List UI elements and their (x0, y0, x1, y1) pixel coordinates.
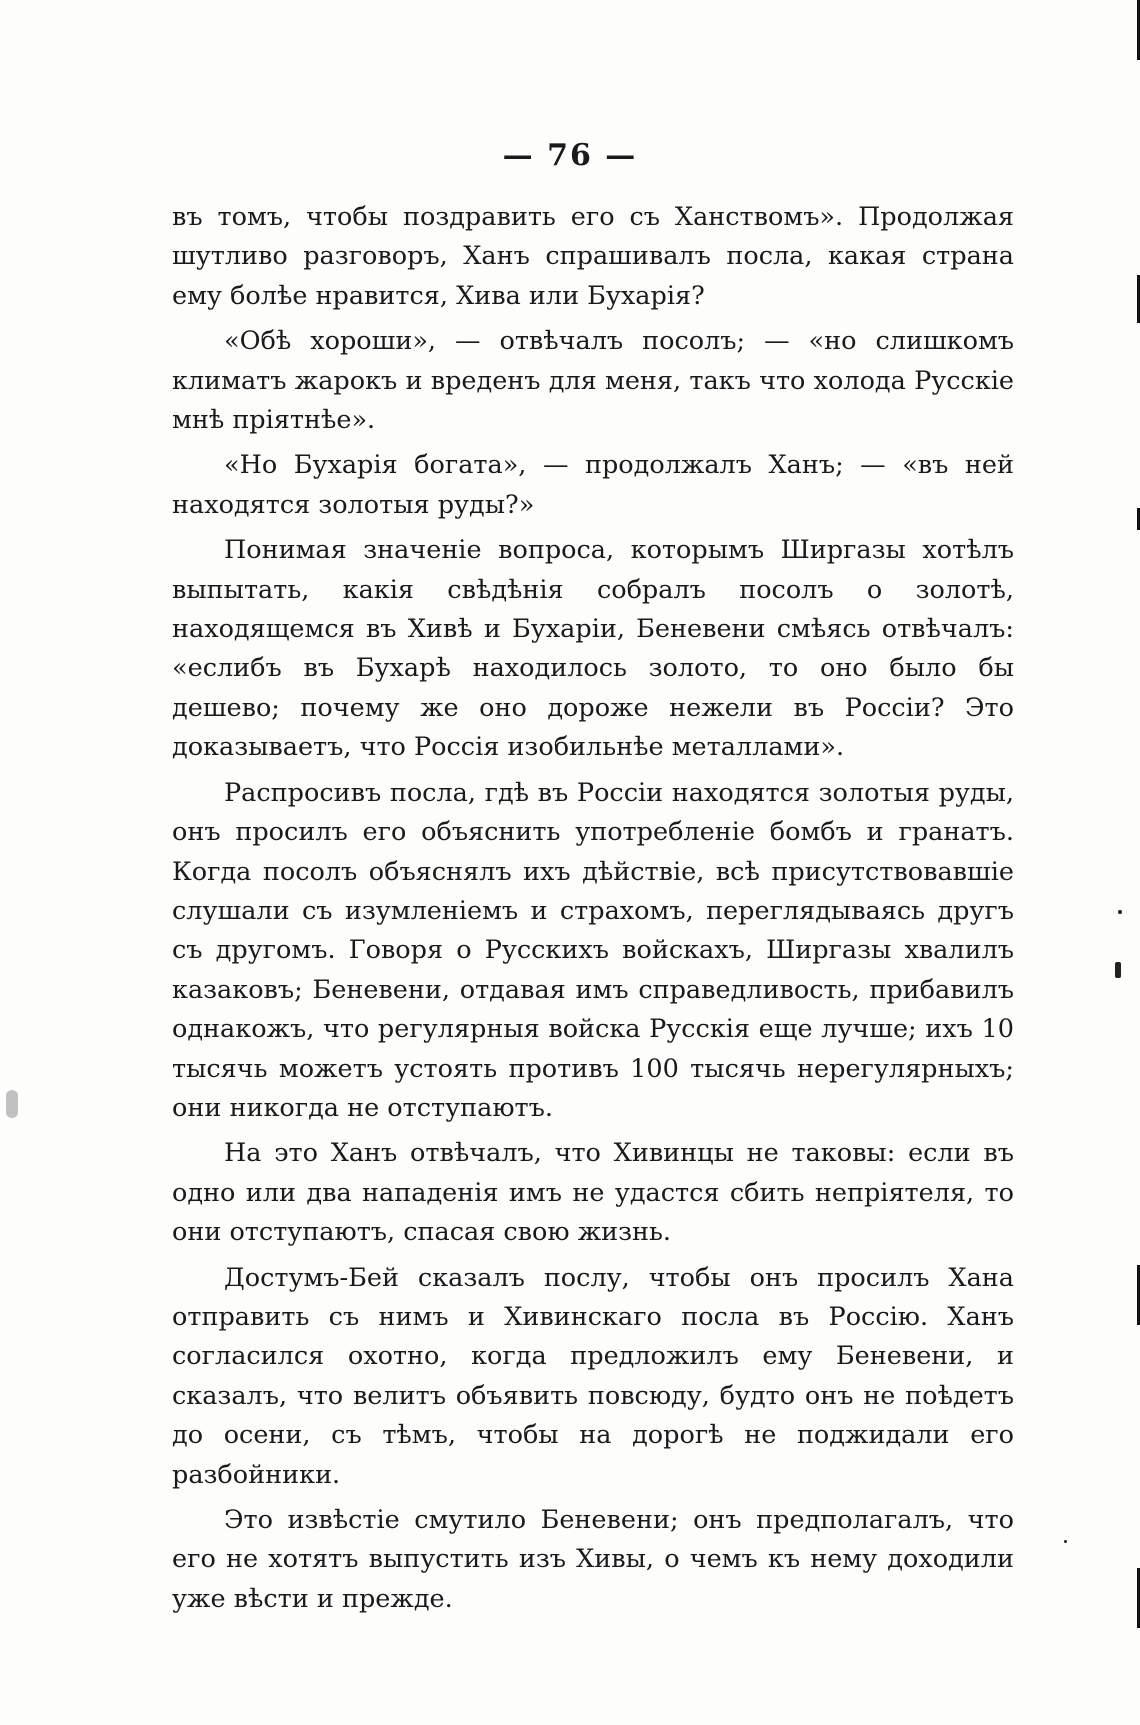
paragraph-6: На это Ханъ отвѣчалъ, что Хивинцы не таковы: если въ одно или два нападенія имъ не удастся сбить непріятеля, то они отступаютъ, спасая свою жизнь. (172, 1138, 1014, 1248)
scan-speck (1115, 962, 1121, 978)
body-text (172, 198, 1014, 1619)
paragraph-2: «Обѣ хороши», — отвѣчалъ посолъ; — «но слишкомъ климатъ жарокъ и вреденъ для меня, такъ что холода Русскіе мнѣ пріятнѣе». (172, 326, 1014, 436)
paragraph-5: Распросивъ посла, гдѣ въ Россіи находятся золотыя руды, онъ просилъ его объяснить употребленіе бомбъ и гранатъ. Когда посолъ объяснялъ ихъ дѣйствіе, всѣ присутствовавшіе слушали съ изумленіемъ и страхомъ, переглядываясь другъ съ другомъ. Говоря о Русскихъ войскахъ, Ширгазы хвалилъ казаковъ; Беневени, отдавая имъ справедливость, прибавилъ однакожъ, что регулярныя войска Русскія еще лучше; ихъ 10 тысячь можетъ устоять противъ 100 тысячь нерегулярныхъ; они никогда не отступаютъ. (172, 777, 1014, 1123)
page-number: — 76 — (502, 138, 638, 173)
scan-speck (1064, 1540, 1067, 1543)
scan-smudge (6, 1090, 18, 1118)
paragraph-7: Достумъ-Бей сказалъ послу, чтобы онъ просилъ Хана отправить съ нимъ и Хивинскаго посла въ Россію. Ханъ согласился охотно, когда предложилъ ему Беневени, и сказалъ, что велитъ объявить повсюду, будто онъ не поѣдетъ до осени, съ тѣмъ, чтобы на дорогѣ не поджидали его разбойники. (172, 1262, 1014, 1490)
scan-speck (1118, 910, 1122, 914)
paragraph-8: Это извѣстіе смутило Беневени; онъ предполагалъ, что его не хотятъ выпустить изъ Хивы, о чемъ къ нему доходили уже вѣсти и прежде. (172, 1505, 1014, 1614)
paragraph-3: «Но Бухарія богата», — продолжалъ Ханъ; — «въ ней находятся золотыя руды?» (172, 450, 1014, 520)
paragraph-1: въ томъ, чтобы поздравить его съ Ханствомъ». Продолжая шутливо разговоръ, Ханъ спрашивалъ посла, какая страна ему болѣе нравится, Хива или Бухарія? (172, 202, 1014, 311)
paragraph-4: Понимая значеніе вопроса, которымъ Ширгазы хотѣлъ выпытать, какія свѣдѣнія собралъ посолъ о золотѣ, находящемся въ Хивѣ и Бухаріи, Беневени смѣясь отвѣчалъ: «еслибъ въ Бухарѣ находилось золото, то оно было бы дешево; почему же оно дороже нежели въ Россіи? Это доказываетъ, что Россія изобильнѣе металлами». (172, 535, 1014, 763)
